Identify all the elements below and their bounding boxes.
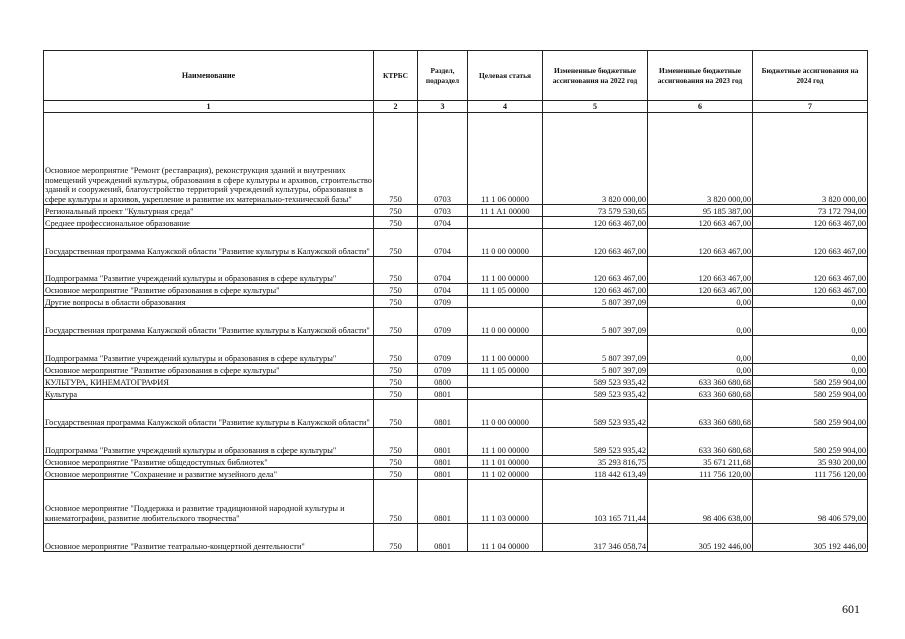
row-ktrbs: 750 [374, 296, 418, 308]
table-row [44, 428, 868, 456]
header-target: Целевая статья [468, 51, 543, 101]
row-name: Основное мероприятие "Развитие общедоступных библиотек" [44, 456, 374, 468]
column-number: 4 [468, 101, 543, 113]
table-row [44, 308, 868, 336]
row-section: 0709 [418, 364, 468, 376]
row-2023: 633 360 680,68 [648, 400, 753, 428]
row-name: Государственная программа Калужской области "Развитие культуры в Калужской области" [44, 400, 374, 428]
row-name: КУЛЬТУРА, КИНЕМАТОГРАФИЯ [44, 376, 374, 388]
row-name: Основное мероприятие "Поддержка и развитие традиционной народной культуры и кинематографии, развитие любительского творчества" [44, 480, 374, 524]
row-target: 11 0 00 00000 [468, 400, 543, 428]
row-ktrbs: 750 [374, 229, 418, 257]
row-2022: 3 820 000,00 [543, 113, 648, 205]
table-row [44, 480, 868, 524]
row-ktrbs: 750 [374, 456, 418, 468]
row-2024: 120 663 467,00 [753, 217, 868, 229]
row-2023: 111 756 120,00 [648, 468, 753, 480]
row-2023: 120 663 467,00 [648, 217, 753, 229]
row-2023: 0,00 [648, 336, 753, 364]
row-name: Региональный проект "Культурная среда" [44, 205, 374, 217]
row-name: Основное мероприятие "Ремонт (реставрация), реконструкция зданий и внутренних помещений учреждений культуры, образования в сфере культуры и архивов, строительство зданий и сооружений, благоустройство территорий учреждений культуры, образования в сфере культуры и архивов, укрепление и развитие их материально-технической базы" [44, 113, 374, 205]
row-name: Другие вопросы в области образования [44, 296, 374, 308]
row-section: 0801 [418, 456, 468, 468]
row-2023: 0,00 [648, 296, 753, 308]
row-target: 11 1 02 00000 [468, 468, 543, 480]
row-section: 0704 [418, 284, 468, 296]
row-target: 11 1 A1 00000 [468, 205, 543, 217]
row-ktrbs: 750 [374, 480, 418, 524]
row-name: Культура [44, 388, 374, 400]
column-number: 2 [374, 101, 418, 113]
row-2023: 0,00 [648, 364, 753, 376]
row-name: Основное мероприятие "Развитие образования в сфере культуры" [44, 364, 374, 376]
row-name: Государственная программа Калужской области "Развитие культуры в Калужской области" [44, 229, 374, 257]
row-2022: 120 663 467,00 [543, 229, 648, 257]
row-ktrbs: 750 [374, 364, 418, 376]
row-2024: 580 259 904,00 [753, 388, 868, 400]
table-row [44, 468, 868, 480]
row-2022: 589 523 935,42 [543, 376, 648, 388]
row-ktrbs: 750 [374, 205, 418, 217]
row-2023: 98 406 638,00 [648, 480, 753, 524]
row-name: Подпрограмма "Развитие учреждений культуры и образования в сфере культуры" [44, 336, 374, 364]
row-name: Среднее профессиональное образование [44, 217, 374, 229]
row-ktrbs: 750 [374, 284, 418, 296]
row-section: 0801 [418, 524, 468, 552]
table-row [44, 296, 868, 308]
row-2023: 120 663 467,00 [648, 229, 753, 257]
header-2022: Измененные бюджетные ассигнования на 2022 год [543, 51, 648, 101]
column-number: 7 [753, 101, 868, 113]
row-2024: 35 930 200,00 [753, 456, 868, 468]
row-2024: 111 756 120,00 [753, 468, 868, 480]
row-2022: 5 807 397,09 [543, 308, 648, 336]
table-row [44, 284, 868, 296]
row-target [468, 217, 543, 229]
row-ktrbs: 750 [374, 428, 418, 456]
row-2024: 305 192 446,00 [753, 524, 868, 552]
row-2022: 589 523 935,42 [543, 400, 648, 428]
budget-table [43, 50, 868, 552]
row-ktrbs: 750 [374, 217, 418, 229]
row-2022: 35 293 816,75 [543, 456, 648, 468]
column-number: 3 [418, 101, 468, 113]
row-ktrbs: 750 [374, 308, 418, 336]
row-section: 0801 [418, 388, 468, 400]
row-2024: 98 406 579,00 [753, 480, 868, 524]
row-2022: 589 523 935,42 [543, 428, 648, 456]
row-2023: 3 820 000,00 [648, 113, 753, 205]
row-section: 0801 [418, 468, 468, 480]
row-name: Основное мероприятие "Сохранение и развитие музейного дела" [44, 468, 374, 480]
row-2024: 3 820 000,00 [753, 113, 868, 205]
row-2022: 5 807 397,09 [543, 364, 648, 376]
row-target: 11 1 03 00000 [468, 480, 543, 524]
row-2022: 5 807 397,09 [543, 336, 648, 364]
row-2024: 0,00 [753, 296, 868, 308]
row-section: 0703 [418, 113, 468, 205]
row-2022: 120 663 467,00 [543, 257, 648, 284]
row-name: Подпрограмма "Развитие учреждений культуры и образования в сфере культуры" [44, 428, 374, 456]
row-target [468, 388, 543, 400]
row-2023: 0,00 [648, 308, 753, 336]
header-2024: Бюджетные ассигнования на 2024 год [753, 51, 868, 101]
row-target [468, 376, 543, 388]
table-row [44, 456, 868, 468]
row-2023: 35 671 211,68 [648, 456, 753, 468]
row-ktrbs: 750 [374, 468, 418, 480]
row-target: 11 1 05 00000 [468, 284, 543, 296]
row-section: 0800 [418, 376, 468, 388]
row-ktrbs: 750 [374, 376, 418, 388]
table-header-row [44, 51, 868, 101]
row-2022: 5 807 397,09 [543, 296, 648, 308]
row-name: Основное мероприятие "Развитие образования в сфере культуры" [44, 284, 374, 296]
row-2024: 0,00 [753, 364, 868, 376]
row-2022: 120 663 467,00 [543, 217, 648, 229]
row-2023: 633 360 680,68 [648, 428, 753, 456]
row-2022: 73 579 530,65 [543, 205, 648, 217]
row-2024: 580 259 904,00 [753, 428, 868, 456]
row-target [468, 296, 543, 308]
row-2024: 580 259 904,00 [753, 376, 868, 388]
column-number: 5 [543, 101, 648, 113]
row-2023: 633 360 680,68 [648, 388, 753, 400]
row-2023: 120 663 467,00 [648, 284, 753, 296]
row-section: 0801 [418, 400, 468, 428]
row-ktrbs: 750 [374, 257, 418, 284]
row-ktrbs: 750 [374, 113, 418, 205]
row-section: 0704 [418, 229, 468, 257]
row-target: 11 1 00 00000 [468, 428, 543, 456]
column-number: 6 [648, 101, 753, 113]
row-section: 0703 [418, 205, 468, 217]
table-row [44, 257, 868, 284]
column-number-row [44, 101, 868, 113]
row-2023: 120 663 467,00 [648, 257, 753, 284]
table-row [44, 205, 868, 217]
row-2022: 118 442 613,49 [543, 468, 648, 480]
row-2024: 120 663 467,00 [753, 284, 868, 296]
row-target: 11 1 04 00000 [468, 524, 543, 552]
row-name: Государственная программа Калужской области "Развитие культуры в Калужской области" [44, 308, 374, 336]
row-2022: 589 523 935,42 [543, 388, 648, 400]
table-row [44, 388, 868, 400]
row-section: 0801 [418, 480, 468, 524]
row-2024: 0,00 [753, 308, 868, 336]
row-target: 11 0 00 00000 [468, 308, 543, 336]
row-section: 0704 [418, 257, 468, 284]
row-2024: 73 172 794,00 [753, 205, 868, 217]
row-target: 11 0 00 00000 [468, 229, 543, 257]
table-row [44, 364, 868, 376]
table-row [44, 113, 868, 205]
row-2022: 103 165 711,44 [543, 480, 648, 524]
header-name: Наименование [44, 51, 374, 101]
header-section: Раздел, подраздел [418, 51, 468, 101]
table-row [44, 229, 868, 257]
column-number: 1 [44, 101, 374, 113]
row-2022: 317 346 058,74 [543, 524, 648, 552]
row-section: 0709 [418, 296, 468, 308]
table-row [44, 376, 868, 388]
row-2022: 120 663 467,00 [543, 284, 648, 296]
table-row [44, 217, 868, 229]
header-2023: Измененные бюджетные ассигнования на 2023 год [648, 51, 753, 101]
row-target: 11 1 00 00000 [468, 336, 543, 364]
row-section: 0704 [418, 217, 468, 229]
row-2023: 633 360 680,68 [648, 376, 753, 388]
row-2024: 580 259 904,00 [753, 400, 868, 428]
row-section: 0709 [418, 308, 468, 336]
row-ktrbs: 750 [374, 400, 418, 428]
row-target: 11 1 05 00000 [468, 364, 543, 376]
row-name: Основное мероприятие "Развитие театрально-концертной деятельности" [44, 524, 374, 552]
row-2023: 305 192 446,00 [648, 524, 753, 552]
row-section: 0709 [418, 336, 468, 364]
row-ktrbs: 750 [374, 388, 418, 400]
row-2024: 0,00 [753, 336, 868, 364]
row-section: 0801 [418, 428, 468, 456]
row-ktrbs: 750 [374, 524, 418, 552]
header-ktrbs: КТРБС [374, 51, 418, 101]
row-ktrbs: 750 [374, 336, 418, 364]
table-row [44, 336, 868, 364]
row-target: 11 1 06 00000 [468, 113, 543, 205]
table-row [44, 524, 868, 552]
table-row [44, 400, 868, 428]
page-number: 601 [842, 602, 860, 616]
row-name: Подпрограмма "Развитие учреждений культуры и образования в сфере культуры" [44, 257, 374, 284]
row-2024: 120 663 467,00 [753, 257, 868, 284]
row-2023: 95 185 387,00 [648, 205, 753, 217]
row-2024: 120 663 467,00 [753, 229, 868, 257]
row-target: 11 1 01 00000 [468, 456, 543, 468]
row-target: 11 1 00 00000 [468, 257, 543, 284]
